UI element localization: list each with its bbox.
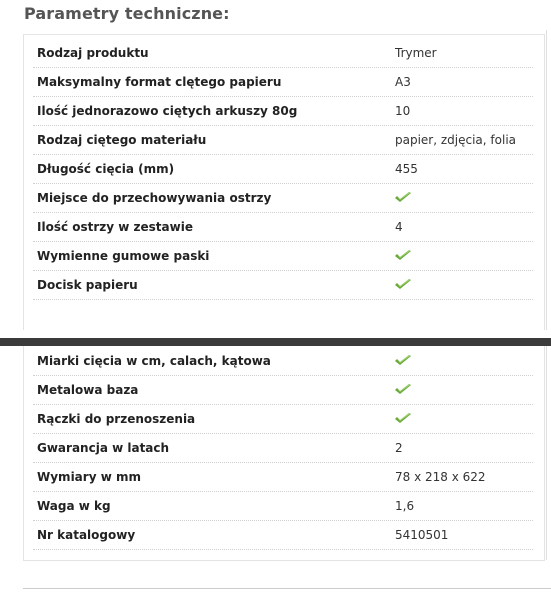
footer-divider <box>23 588 551 589</box>
spec-row <box>33 492 533 521</box>
spec-label: Waga w kg <box>37 499 111 513</box>
divider-bar <box>0 338 551 346</box>
spec-row <box>33 68 533 97</box>
spec-label: Rodzaj ciętego materiału <box>37 133 207 147</box>
spec-label: Wymienne gumowe paski <box>37 249 210 263</box>
spec-label: Nr katalogowy <box>37 528 136 542</box>
check-icon <box>394 249 412 263</box>
spec-row <box>33 39 533 68</box>
spec-label: Gwarancja w latach <box>37 441 170 455</box>
spec-value: 78 x 218 x 622 <box>395 470 486 484</box>
spec-value: 4 <box>395 220 403 234</box>
spec-value: 455 <box>395 162 418 176</box>
spec-value: Trymer <box>395 46 437 60</box>
spec-value: 2 <box>395 441 403 455</box>
spec-label: Rączki do przenoszenia <box>37 412 196 426</box>
specs-list-top <box>33 39 533 300</box>
specs-panel-top <box>23 34 545 330</box>
spec-row <box>33 242 533 271</box>
section-heading: Parametry techniczne: <box>24 4 230 23</box>
spec-row <box>33 434 533 463</box>
spec-label: Ilość ostrzy w zestawie <box>37 220 193 234</box>
specs-list-bottom <box>33 347 533 550</box>
spec-value: A3 <box>395 75 411 89</box>
spec-row <box>33 213 533 242</box>
check-icon <box>394 383 412 397</box>
spec-row <box>33 347 533 376</box>
spec-row <box>33 126 533 155</box>
spec-label: Długość cięcia (mm) <box>37 162 175 176</box>
spec-value: 1,6 <box>395 499 415 513</box>
check-icon <box>394 354 412 368</box>
spec-value: 5410501 <box>395 528 449 542</box>
spec-value: papier, zdjęcia, folia <box>395 133 517 147</box>
spec-label: Wymiary w mm <box>37 470 141 484</box>
spec-value: 10 <box>395 104 411 118</box>
check-icon <box>394 278 412 292</box>
spec-label: Docisk papieru <box>37 278 138 292</box>
spec-label: Rodzaj produktu <box>37 46 149 60</box>
check-icon <box>394 191 412 205</box>
spec-row <box>33 184 533 213</box>
specs-panel-bottom <box>23 346 545 561</box>
spec-label: Miarki cięcia w cm, calach, kątowa <box>37 354 271 368</box>
spec-label: Ilość jednorazowo ciętych arkuszy 80g <box>37 104 298 118</box>
spec-row <box>33 405 533 434</box>
check-icon <box>394 412 412 426</box>
spec-row <box>33 376 533 405</box>
spec-row <box>33 271 533 300</box>
spec-row <box>33 97 533 126</box>
right-edge <box>546 30 551 330</box>
spec-label: Miejsce do przechowywania ostrzy <box>37 191 272 205</box>
spec-row <box>33 463 533 492</box>
spec-label: Maksymalny format clętego papieru <box>37 75 282 89</box>
spec-row <box>33 155 533 184</box>
spec-label: Metalowa baza <box>37 383 139 397</box>
spec-row <box>33 521 533 550</box>
right-edge <box>546 346 551 560</box>
